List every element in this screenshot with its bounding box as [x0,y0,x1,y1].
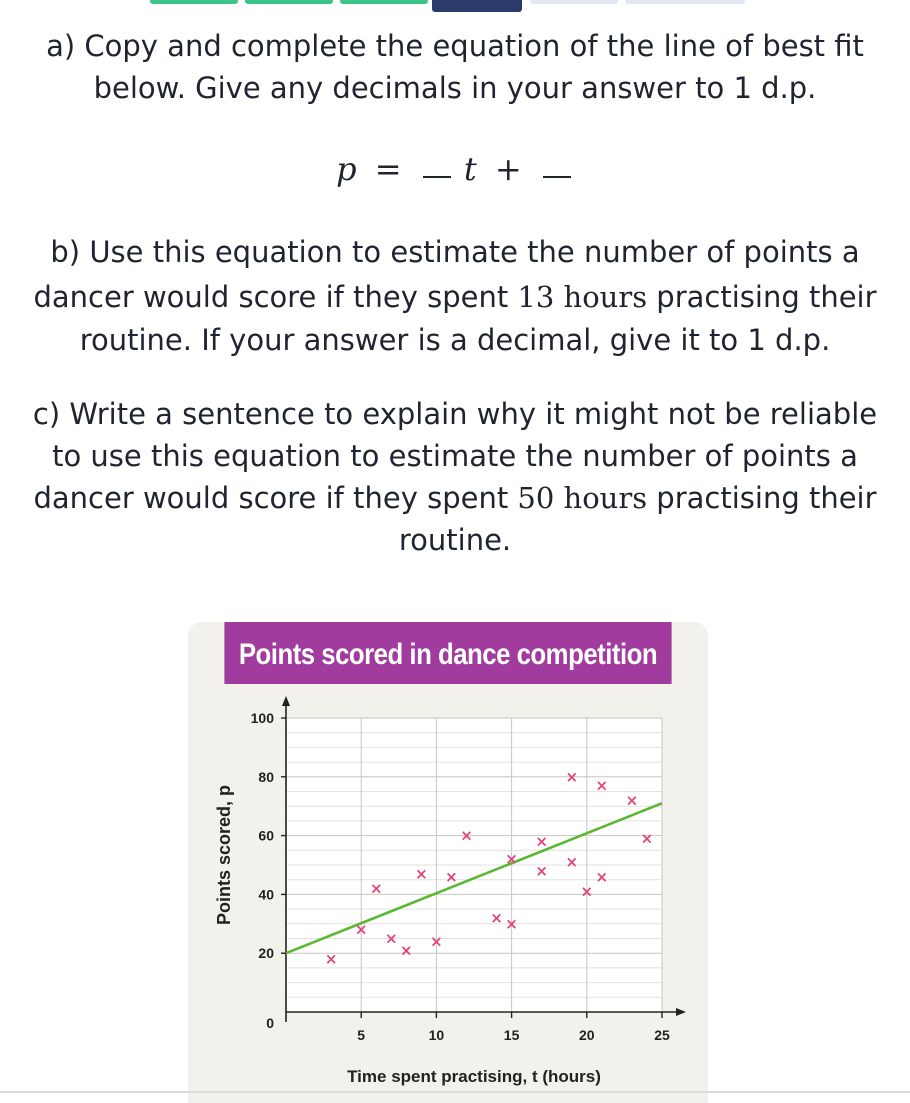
progress-segment-1 [150,0,238,4]
equation-variable: t [463,150,477,188]
data-point: × [460,826,473,845]
y-tick-label: 100 [250,710,274,726]
equation-equals: = [374,150,402,188]
data-point: × [354,920,368,939]
part-b-hours: 13 hours [517,280,648,314]
data-point: × [565,767,579,786]
best-fit-equation [0,150,910,188]
part-b-line-1: b) Use this equation to estimate the number of points a [50,235,860,269]
part-c-text-post: practising their [647,481,877,515]
data-point: × [640,829,654,848]
y-tick-label: 40 [258,886,274,903]
part-c-line-3 [0,476,910,521]
part-c-line-4: routine. [398,523,512,557]
y-axis-label: Points scored, p [214,784,234,926]
scatter-plot [188,622,708,1103]
data-point: × [595,776,609,795]
data-point: × [505,850,518,869]
x-tick-label: 25 [654,1027,670,1043]
data-point: × [430,932,443,951]
chart-title: Points scored in dance competition [224,622,671,684]
progress-segment-4 [432,0,522,12]
intercept-blank[interactable] [543,176,571,178]
x-axis-label: Time spent practising, t (hours) [347,1067,601,1086]
progress-bar [150,0,750,10]
data-point: × [580,882,594,901]
data-point: × [595,867,609,886]
data-point: × [400,941,413,960]
part-a-line-1: a) Copy and complete the equation of the line of best fit [46,29,864,63]
part-b-text-post: practising their [647,280,877,314]
data-point: × [535,861,548,880]
part-c-line-1: c) Write a sentence to explain why it might not be reliable [32,397,878,431]
data-point: × [505,914,518,933]
equation-lhs: p [336,150,357,188]
x-axis-arrow [676,1008,686,1016]
part-b-line-2 [0,275,910,320]
y-tick-label: 80 [258,768,274,785]
data-point: × [490,908,503,927]
data-point: × [565,853,579,872]
y-tick-label: 20 [258,945,274,962]
data-point: × [384,929,398,948]
data-point: × [324,950,338,969]
data-point: × [535,832,548,851]
part-c-line-2: to use this equation to estimate the number of points a [52,439,858,473]
part-c-text-pre: dancer would score if they spent [33,481,518,515]
part-c-hours: 50 hours [517,481,648,515]
data-point: × [415,864,428,883]
data-point: × [445,867,458,886]
data-point: × [625,791,639,810]
chart-card [188,622,708,1103]
footer-divider [0,1091,910,1093]
part-a-line-2: below. Give any decimals in your answer to 1 d.p. [93,71,817,105]
progress-segment-5 [530,0,618,4]
y-axis-arrow [282,696,290,706]
y-tick-label: 60 [258,827,274,844]
x-tick-label: 15 [503,1027,520,1043]
progress-segment-2 [245,0,333,4]
progress-segment-3 [340,0,428,4]
gradient-blank[interactable] [423,176,451,178]
x-tick-label: 10 [428,1027,445,1043]
progress-segment-6 [625,0,745,4]
x-tick-label: 5 [357,1027,366,1043]
origin-label: 0 [266,1015,274,1031]
x-tick-label: 20 [579,1027,595,1043]
part-b-line-3: routine. If your answer is a decimal, give it to 1 d.p. [79,323,831,357]
data-point: × [369,879,383,898]
equation-plus: + [494,150,522,188]
part-b-text-pre: dancer would score if they spent [33,280,518,314]
